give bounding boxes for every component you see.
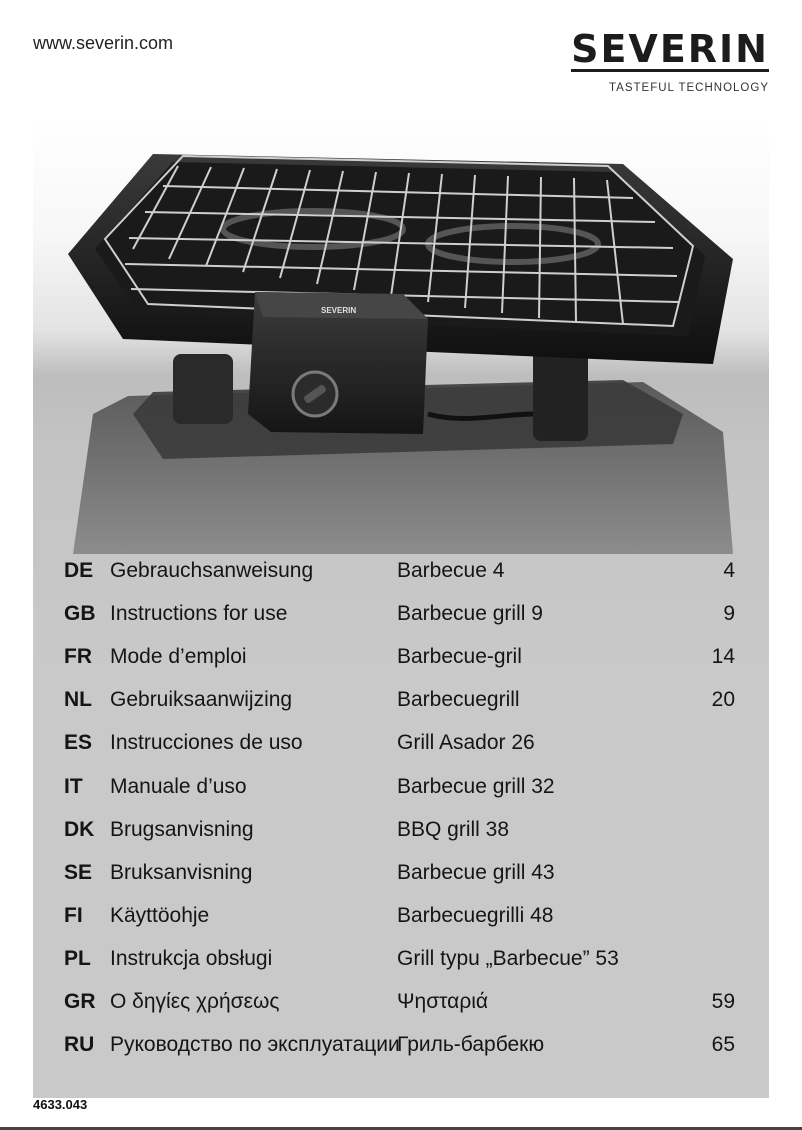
product-name: Barbecuegrilli 48 (397, 903, 554, 927)
toc-row (33, 815, 769, 845)
language-code: RU (64, 1033, 95, 1057)
manual-title: Руководство по эксплуатации (110, 1033, 400, 1057)
product-name: BBQ grill 38 (397, 817, 510, 841)
toc-row (33, 685, 769, 715)
manual-title: Gebruiksaanwijzing (110, 688, 293, 712)
control-unit-label: SEVERIN (321, 306, 357, 315)
product-name: Barbecue grill 43 (397, 860, 555, 884)
language-code: DE (64, 559, 94, 582)
website-url: www.severin.com (33, 33, 174, 53)
toc-row (33, 1030, 769, 1060)
toc-row (33, 944, 769, 974)
product-name: Ψησταριά (397, 990, 489, 1013)
cover-panel (33, 114, 769, 1098)
language-code: PL (64, 946, 91, 970)
grill-leg (173, 354, 233, 424)
language-code: FR (64, 645, 92, 669)
product-name: Barbecue grill 9 (397, 602, 543, 626)
language-code: SE (64, 860, 93, 884)
toc-row (33, 772, 769, 802)
manual-title: Mode d’emploi (110, 645, 247, 669)
grill-product-image (33, 114, 769, 554)
toc-row (33, 901, 769, 931)
toc-row (33, 728, 769, 758)
language-code: FI (64, 903, 83, 927)
page-number: 59 (711, 990, 735, 1013)
page-number: 9 (723, 602, 735, 626)
language-code: GR (64, 990, 96, 1013)
product-name: Barbecue-gril (397, 645, 522, 669)
manual-title: Bruksanvisning (110, 860, 253, 884)
language-code: DK (64, 817, 95, 841)
product-name: Barbecue grill 32 (397, 774, 555, 798)
manual-title: Brugsanvisning (110, 817, 254, 841)
manual-title: Ο δηγίες χρήσεως (110, 990, 280, 1013)
language-code: GB (64, 602, 96, 626)
document-number: 4633.043 (33, 1097, 88, 1112)
manual-title: Instrucciones de uso (110, 731, 303, 755)
manual-title: Käyttöohje (110, 903, 210, 927)
manual-title: Gebrauchsanweisung (110, 559, 314, 582)
product-name: Grill typu „Barbecue” 53 (397, 946, 619, 970)
page-number: 14 (711, 645, 735, 669)
manual-title: Instructions for use (110, 602, 288, 626)
toc-row (33, 556, 769, 586)
toc-row (33, 599, 769, 629)
brand-name: SEVERIN (571, 27, 769, 71)
language-code: ES (64, 731, 93, 755)
manual-title: Instrukcja obsługi (110, 946, 273, 970)
page-number: 4 (723, 559, 735, 582)
language-code: NL (64, 688, 92, 712)
toc-row (33, 987, 769, 1017)
page-number: 65 (711, 1033, 735, 1057)
brand-tagline: TASTEFUL TECHNOLOGY (608, 82, 769, 94)
brand-logo (571, 27, 769, 94)
toc-row (33, 858, 769, 888)
product-name: Grill Asador 26 (397, 731, 535, 755)
product-name: Гриль-барбекю (397, 1033, 545, 1057)
manual-title: Manuale d’uso (110, 774, 247, 798)
product-name: Barbecuegrill (397, 688, 520, 712)
product-name: Barbecue 4 (397, 559, 505, 582)
page-number: 20 (711, 688, 735, 712)
grill-leg (533, 346, 588, 441)
language-code: IT (64, 774, 83, 798)
toc-row (33, 642, 769, 672)
